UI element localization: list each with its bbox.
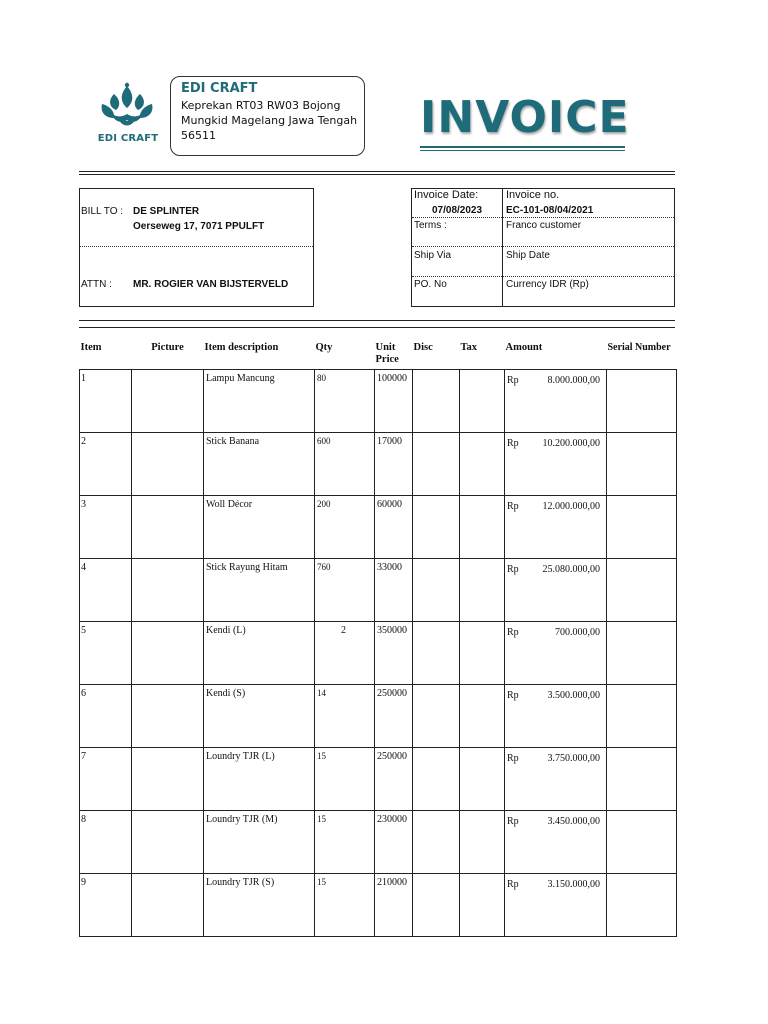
divider <box>79 171 675 172</box>
invoice-date: 07/08/2023 <box>432 205 483 216</box>
serial-number-cell <box>607 874 677 937</box>
divider <box>412 246 674 247</box>
serial-number-cell <box>607 559 677 622</box>
disc-cell <box>413 370 460 433</box>
currency-symbol: Rp <box>507 564 519 575</box>
amount-cell <box>505 874 607 937</box>
serial-number-cell <box>607 370 677 433</box>
item-cell: 1 <box>80 370 132 433</box>
bill-to-label: BILL TO : <box>81 206 124 217</box>
disc-cell <box>413 811 460 874</box>
amount-value: 3.750.000,00 <box>547 753 600 764</box>
disc-cell <box>413 748 460 811</box>
serial-number-cell <box>607 811 677 874</box>
tax-cell <box>460 811 505 874</box>
table-row <box>80 685 677 748</box>
amount-cell <box>505 370 607 433</box>
terms-value: Franco customer <box>506 220 582 231</box>
currency-symbol: Rp <box>507 501 519 512</box>
disc-cell <box>413 496 460 559</box>
description-cell: Kendi (L) <box>204 622 315 685</box>
divider <box>79 320 675 321</box>
qty-cell: 2 <box>315 622 375 685</box>
tax-cell <box>460 622 505 685</box>
tax-cell <box>460 685 505 748</box>
divider <box>412 276 674 277</box>
currency-symbol: Rp <box>507 816 519 827</box>
picture-cell <box>132 559 204 622</box>
currency-symbol: Rp <box>507 438 519 449</box>
amount-cell <box>505 433 607 496</box>
amount-value: 25.080.000,00 <box>542 564 600 575</box>
logo-text: EDI CRAFT <box>97 133 159 144</box>
disc-cell <box>413 559 460 622</box>
ship-via-label: Ship Via <box>414 250 452 261</box>
item-cell: 5 <box>80 622 132 685</box>
description-cell: Kendi (S) <box>204 685 315 748</box>
picture-cell <box>132 433 204 496</box>
picture-cell <box>132 811 204 874</box>
tax-cell <box>460 874 505 937</box>
item-cell: 9 <box>80 874 132 937</box>
address-line: Mungkid Magelang Jawa Tengah <box>181 114 358 127</box>
qty-cell: 15 <box>315 874 375 937</box>
table-row <box>80 811 677 874</box>
currency-symbol: Rp <box>507 690 519 701</box>
invoice-date-label: Invoice Date: <box>414 189 479 201</box>
attn-label: ATTN : <box>81 279 112 290</box>
amount-cell <box>505 496 607 559</box>
amount-value: 8.000.000,00 <box>547 375 600 386</box>
amount-value: 3.500.000,00 <box>547 690 600 701</box>
qty-cell: 15 <box>315 748 375 811</box>
serial-number-cell <box>607 622 677 685</box>
item-cell: 4 <box>80 559 132 622</box>
unit-price-cell: 17000 <box>375 433 413 496</box>
address-line: Keprekan RT03 RW03 Bojong <box>181 99 341 112</box>
column-header: Picture <box>151 342 184 353</box>
address-line: 56511 <box>181 129 216 142</box>
picture-cell <box>132 748 204 811</box>
qty-cell: 15 <box>315 811 375 874</box>
unit-price-cell: 100000 <box>375 370 413 433</box>
qty-cell: 600 <box>315 433 375 496</box>
column-header: Tax <box>460 342 478 353</box>
qty-cell: 80 <box>315 370 375 433</box>
qty-cell: 14 <box>315 685 375 748</box>
picture-cell <box>132 685 204 748</box>
description-cell: Stick Banana <box>204 433 315 496</box>
attn-name: MR. ROGIER VAN BIJSTERVELD <box>133 279 289 290</box>
company-address <box>181 98 359 143</box>
qty-cell: 200 <box>315 496 375 559</box>
amount-value: 12.000.000,00 <box>542 501 600 512</box>
invoice-no: EC-101-08/04/2021 <box>506 205 594 216</box>
table-row <box>80 370 677 433</box>
column-header: Unit Price <box>375 342 399 365</box>
serial-number-cell <box>607 748 677 811</box>
table-row <box>80 433 677 496</box>
unit-price-cell: 33000 <box>375 559 413 622</box>
table-header-row <box>80 340 677 370</box>
unit-price-cell: 250000 <box>375 748 413 811</box>
description-cell: Loundry TJR (M) <box>204 811 315 874</box>
table-row <box>80 559 677 622</box>
qty-cell: 760 <box>315 559 375 622</box>
unit-price-cell: 250000 <box>375 685 413 748</box>
divider <box>502 188 503 307</box>
tax-cell <box>460 433 505 496</box>
divider <box>79 174 675 175</box>
description-cell: Loundry TJR (L) <box>204 748 315 811</box>
item-cell: 7 <box>80 748 132 811</box>
bill-to-address: Oerseweg 17, 7071 PPULFT <box>133 221 265 232</box>
description-cell: Loundry TJR (S) <box>204 874 315 937</box>
amount-value: 3.450.000,00 <box>547 816 600 827</box>
tax-cell <box>460 496 505 559</box>
column-header: Serial Number <box>607 342 671 353</box>
item-cell: 6 <box>80 685 132 748</box>
picture-cell <box>132 370 204 433</box>
tax-cell <box>460 559 505 622</box>
item-cell: 2 <box>80 433 132 496</box>
description-cell: Lampu Mancung <box>204 370 315 433</box>
table-row <box>80 622 677 685</box>
items-table <box>79 340 677 937</box>
amount-value: 700.000,00 <box>555 627 600 638</box>
terms-label: Terms : <box>414 220 447 231</box>
amount-cell <box>505 559 607 622</box>
invoice-no-label: Invoice no. <box>506 189 560 201</box>
amount-cell <box>505 622 607 685</box>
description-cell: Stick Rayung Hitam <box>204 559 315 622</box>
column-header: Disc <box>413 342 433 353</box>
currency-symbol: Rp <box>507 879 519 890</box>
unit-price-cell: 60000 <box>375 496 413 559</box>
serial-number-cell <box>607 496 677 559</box>
description-cell: Woll Décor <box>204 496 315 559</box>
currency-symbol: Rp <box>507 375 519 386</box>
currency-label: Currency IDR (Rp) <box>506 279 589 290</box>
amount-cell <box>505 685 607 748</box>
table-row <box>80 874 677 937</box>
item-cell: 3 <box>80 496 132 559</box>
tax-cell <box>460 370 505 433</box>
unit-price-cell: 350000 <box>375 622 413 685</box>
disc-cell <box>413 622 460 685</box>
serial-number-cell <box>607 433 677 496</box>
item-cell: 8 <box>80 811 132 874</box>
disc-cell <box>413 874 460 937</box>
column-header: Item <box>80 342 102 353</box>
tax-cell <box>460 748 505 811</box>
amount-cell <box>505 811 607 874</box>
column-header: Amount <box>505 342 543 353</box>
amount-value: 3.150.000,00 <box>547 879 600 890</box>
divider <box>412 217 674 218</box>
amount-value: 10.200.000,00 <box>542 438 600 449</box>
picture-cell <box>132 496 204 559</box>
table-row <box>80 496 677 559</box>
ship-date-label: Ship Date <box>506 250 550 261</box>
unit-price-cell: 230000 <box>375 811 413 874</box>
currency-symbol: Rp <box>507 627 519 638</box>
disc-cell <box>413 433 460 496</box>
invoice-title: INVOICE <box>420 92 630 143</box>
column-header: Item description <box>204 342 279 353</box>
divider <box>79 327 675 328</box>
picture-cell <box>132 874 204 937</box>
company-name: EDI CRAFT <box>181 81 258 96</box>
title-underline <box>420 146 625 148</box>
currency-symbol: Rp <box>507 753 519 764</box>
divider <box>80 246 313 247</box>
table-row <box>80 748 677 811</box>
column-header: Qty <box>315 342 333 353</box>
title-underline <box>420 150 625 151</box>
serial-number-cell <box>607 685 677 748</box>
disc-cell <box>413 685 460 748</box>
bill-to-name: DE SPLINTER <box>133 206 200 217</box>
picture-cell <box>132 622 204 685</box>
amount-cell <box>505 748 607 811</box>
unit-price-cell: 210000 <box>375 874 413 937</box>
po-label: PO. No <box>414 279 447 290</box>
